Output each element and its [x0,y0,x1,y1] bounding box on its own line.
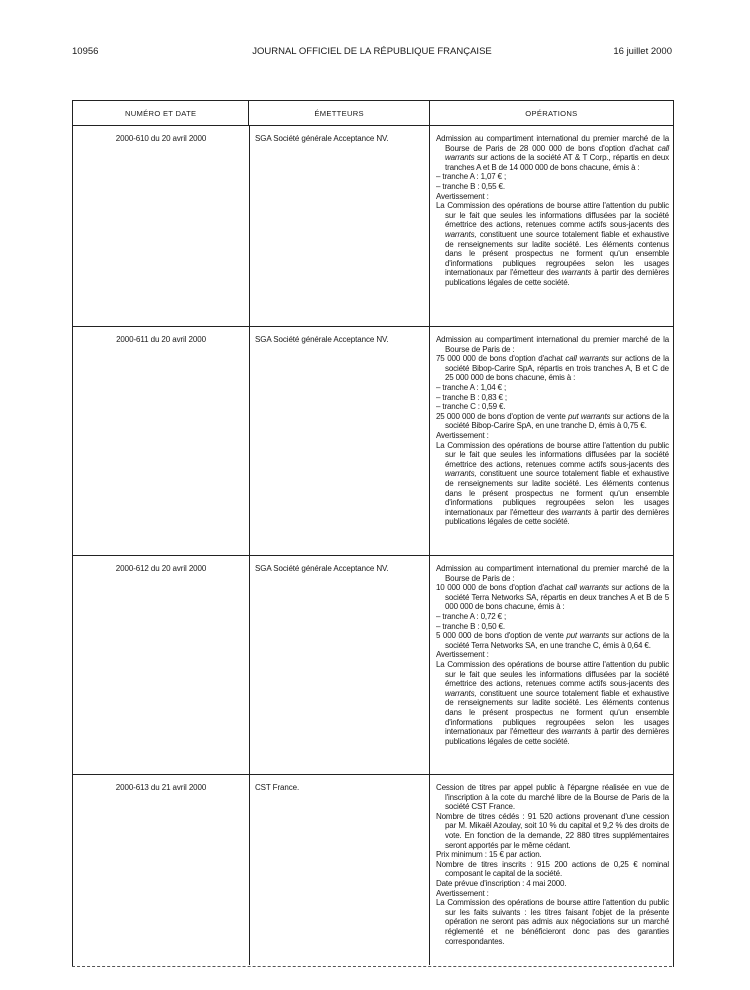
journal-title: JOURNAL OFFICIEL DE LA RÉPUBLIQUE FRANÇAISE [252,46,492,57]
row-numero: 2000-613 du 21 avril 2000 [115,783,207,792]
op-warning-text: La Commission des opérations de bourse attire l'attention du public sur le fait que seules les informations diffusées par la société émettrice des actions, retenues comme actifs sous-jacents des warrants, constituent une source totalement fiable et exhaustive de renseignements sur ladite société. Les éléments contenus dans le présent prospectus ne forment qu'un ensemble d'informations publiques regroupées selon les usages internationaux par l'émetteur des warrants à partir des dernières publications légales de cette société. [436,440,669,527]
column-header-operations: OPÉRATIONS [429,101,673,125]
row-numero: 2000-612 du 20 avril 2000 [115,564,207,573]
row-emetteur: SGA Société générale Acceptance NV. [249,556,429,774]
op-tranche: – tranche B : 0,55 €. [436,181,505,191]
op-tranche: – tranche A : 0,72 € ; [436,611,507,621]
table-continuation-line [72,966,672,967]
op-tranche: – tranche B : 0,50 €. [436,621,505,631]
column-header-emetteurs: ÉMETTEURS [248,101,428,125]
op-paragraph: 5 000 000 de bons d'option de vente put warrants sur actions de la société Terra Networks SA, en une tranche C, émis à 0,64 €. [436,631,669,650]
row-numero: 2000-610 du 20 avril 2000 [115,134,207,143]
op-warning-label: Avertissement : [436,430,489,440]
table-row [73,775,673,965]
row-emetteur: SGA Société générale Acceptance NV. [249,126,429,326]
op-paragraph: Admission au compartiment international du premier marché de la Bourse de Paris de : [436,335,669,354]
page-header [72,46,672,60]
op-paragraph: Cession de titres par appel public à l'épargne réalisée en vue de l'inscription à la cote du marché libre de la Bourse de Paris de la société CST France. [436,783,669,812]
issue-date: 16 juillet 2000 [613,46,672,57]
op-paragraph: Nombre de titres cédés : 91 520 actions provenant d'une cession par M. Mikaël Azoulay, soit 10 % du capital et 9,2 % des droits de vote. En fonction de la demande, 22 880 titres supplémentaires seront apportés par le même cédant. [436,811,669,850]
table-row [73,327,673,556]
op-warning-text: La Commission des opérations de bourse attire l'attention du public sur les faits suivants : les titres faisant l'objet de la présente opération ne seront pas admis aux négociations sur un marché réglementé et ne bénéficieront donc pas des garanties correspondantes. [436,898,669,946]
table-row [73,126,673,327]
op-tranche: – tranche C : 0,59 €. [436,402,506,412]
row-operations [429,327,673,555]
op-warning-label: Avertissement : [436,650,489,660]
row-emetteur: SGA Société générale Acceptance NV. [249,327,429,555]
op-paragraph: 25 000 000 de bons d'option de vente put warrants sur actions de la société Bibop-Carire SpA, en une tranche D, émis à 0,75 €. [436,411,669,431]
column-header-numero: NUMÉRO ET DATE [124,108,197,118]
row-operations [429,556,673,774]
op-paragraph: Admission au compartiment international du premier marché de la Bourse de Paris de 28 000 000 de bons d'option d'achat call warrants sur actions de la société AT & T Corp., répartis en deux tranches A et B de 14 000 000 de bons chacune, émis à : [436,134,669,172]
row-operations [429,126,673,326]
op-warning-text: La Commission des opérations de bourse attire l'attention du public sur le fait que seules les informations diffusées par la société émettrice des actions, retenues comme actifs sous-jacents des warrants, constituent une source totalement fiable et exhaustive de renseignements sur ladite société. Les éléments contenus dans le présent prospectus ne forment qu'un ensemble d'informations publiques regroupées selon les usages internationaux par l'émetteur des warrants à partir des dernières publications légales de cette société. [436,659,669,746]
row-operations [429,775,673,965]
op-paragraph: 75 000 000 de bons d'option d'achat call warrants sur actions de la société Bibop-Carire SpA, répartis en trois tranches A, B et C de 25 000 000 de bons chacune, émis à : [436,354,669,383]
page-number: 10956 [72,46,99,57]
table-row [73,556,673,775]
op-warning-label: Avertissement : [436,888,489,898]
table-header [73,101,673,126]
op-paragraph: Nombre de titres inscrits : 915 200 actions de 0,25 € nominal composant le capital de la société. [436,859,669,879]
op-paragraph: Admission au compartiment international du premier marché de la Bourse de Paris de : [436,564,669,583]
row-numero: 2000-611 du 20 avril 2000 [116,335,206,344]
op-tranche: – tranche B : 0,83 € ; [436,392,507,402]
operations-table [72,100,674,967]
op-paragraph: Date prévue d'inscription : 4 mai 2000. [436,878,567,888]
op-paragraph: Prix minimum : 15 € par action. [436,850,542,860]
op-warning-label: Avertissement : [436,191,489,201]
op-tranche: – tranche A : 1,07 € ; [436,172,507,182]
op-tranche: – tranche A : 1,04 € ; [436,382,507,392]
row-emetteur: CST France. [249,775,429,965]
op-warning-text: La Commission des opérations de bourse attire l'attention du public sur le fait que seules les informations diffusées par la société émettrice des actions, retenues comme actifs sous-jacents des warrants, constituent une source totalement fiable et exhaustive de renseignements sur ladite société. Les éléments contenus dans le présent prospectus ne forment qu'un ensemble d'informations publiques regroupées selon les usages internationaux par l'émetteur des warrants à partir des dernières publications légales de cette société. [436,201,669,287]
op-paragraph: 10 000 000 de bons d'option d'achat call warrants sur actions de la société Terra Networks SA, répartis en deux tranches A et B de 5 000 000 de bons chacune, émis à : [436,583,669,612]
